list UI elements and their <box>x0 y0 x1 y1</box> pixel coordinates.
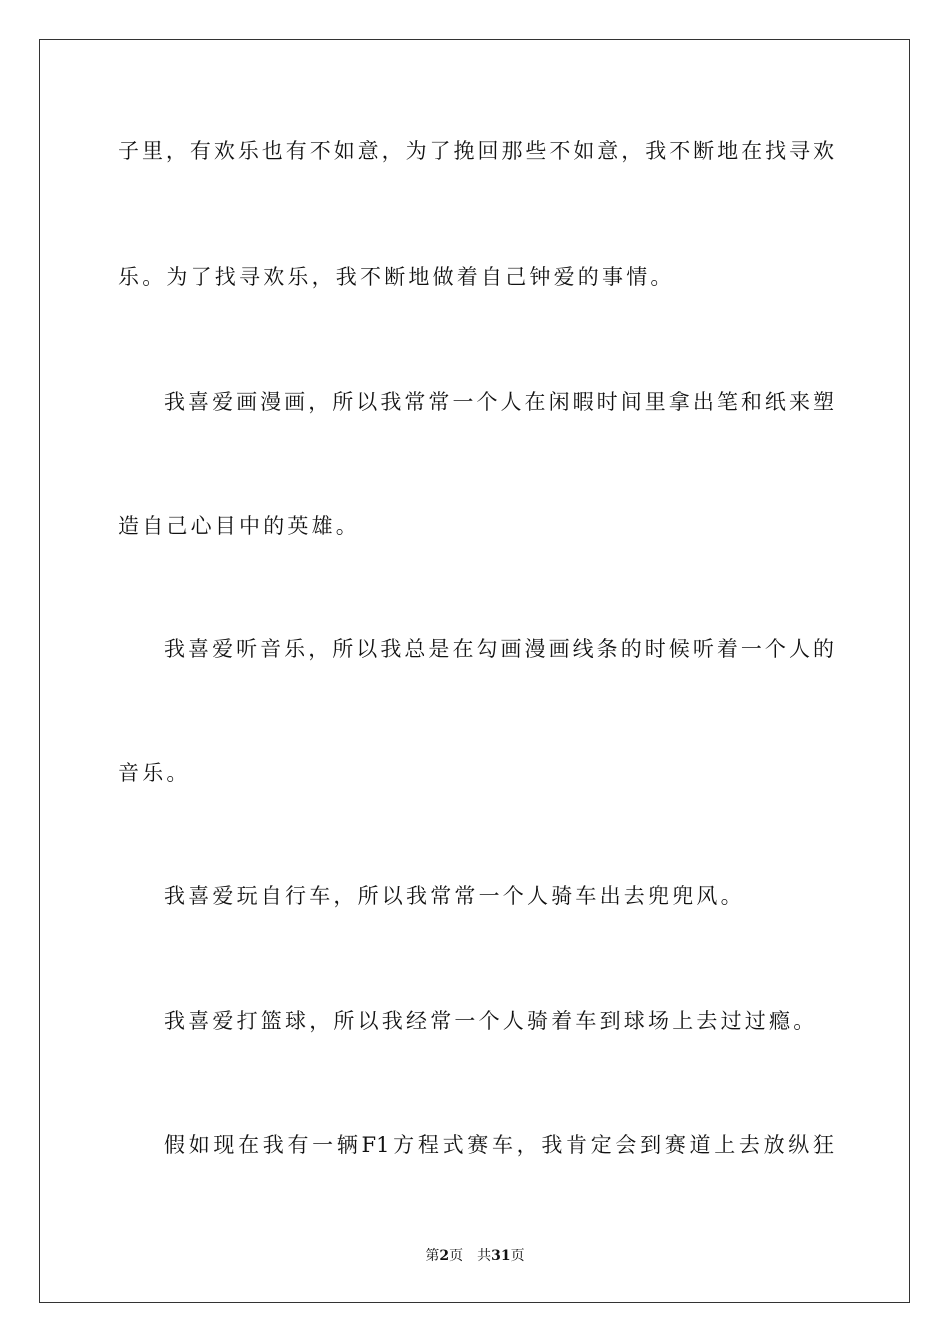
text-line-8: 我喜爱打篮球，所以我经常一个人骑着车到球场上去过过瘾。 <box>164 1009 818 1033</box>
text-line-7: 我喜爱玩自行车，所以我常常一个人骑车出去兜兜风。 <box>164 884 745 908</box>
page-number: 2 <box>439 1248 450 1264</box>
text-line-4: 造自己心目中的英雄。 <box>118 514 360 538</box>
text-line-2: 乐。为了找寻欢乐，我不断地做着自己钟爱的事情。 <box>118 265 675 289</box>
total-suffix: 页 <box>510 1248 525 1264</box>
page-border <box>39 39 910 1303</box>
text-line-6: 音乐。 <box>118 761 191 785</box>
text-line-9: 假如现在我有一辆F1方程式赛车，我肯定会到赛道上去放纵狂 <box>164 1133 834 1157</box>
text-line-5: 我喜爱听音乐，所以我总是在勾画漫画线条的时候听着一个人的 <box>164 637 834 661</box>
total-pages: 31 <box>491 1248 511 1264</box>
text-line-3: 我喜爱画漫画，所以我常常一个人在闲暇时间里拿出笔和纸来塑 <box>164 390 834 414</box>
total-prefix: 共 <box>477 1248 492 1264</box>
page-suffix: 页 <box>449 1248 464 1264</box>
text-line-1: 子里，有欢乐也有不如意，为了挽回那些不如意，我不断地在找寻欢 <box>118 139 834 163</box>
page-prefix: 第 <box>425 1248 440 1264</box>
page-footer <box>0 1246 950 1266</box>
